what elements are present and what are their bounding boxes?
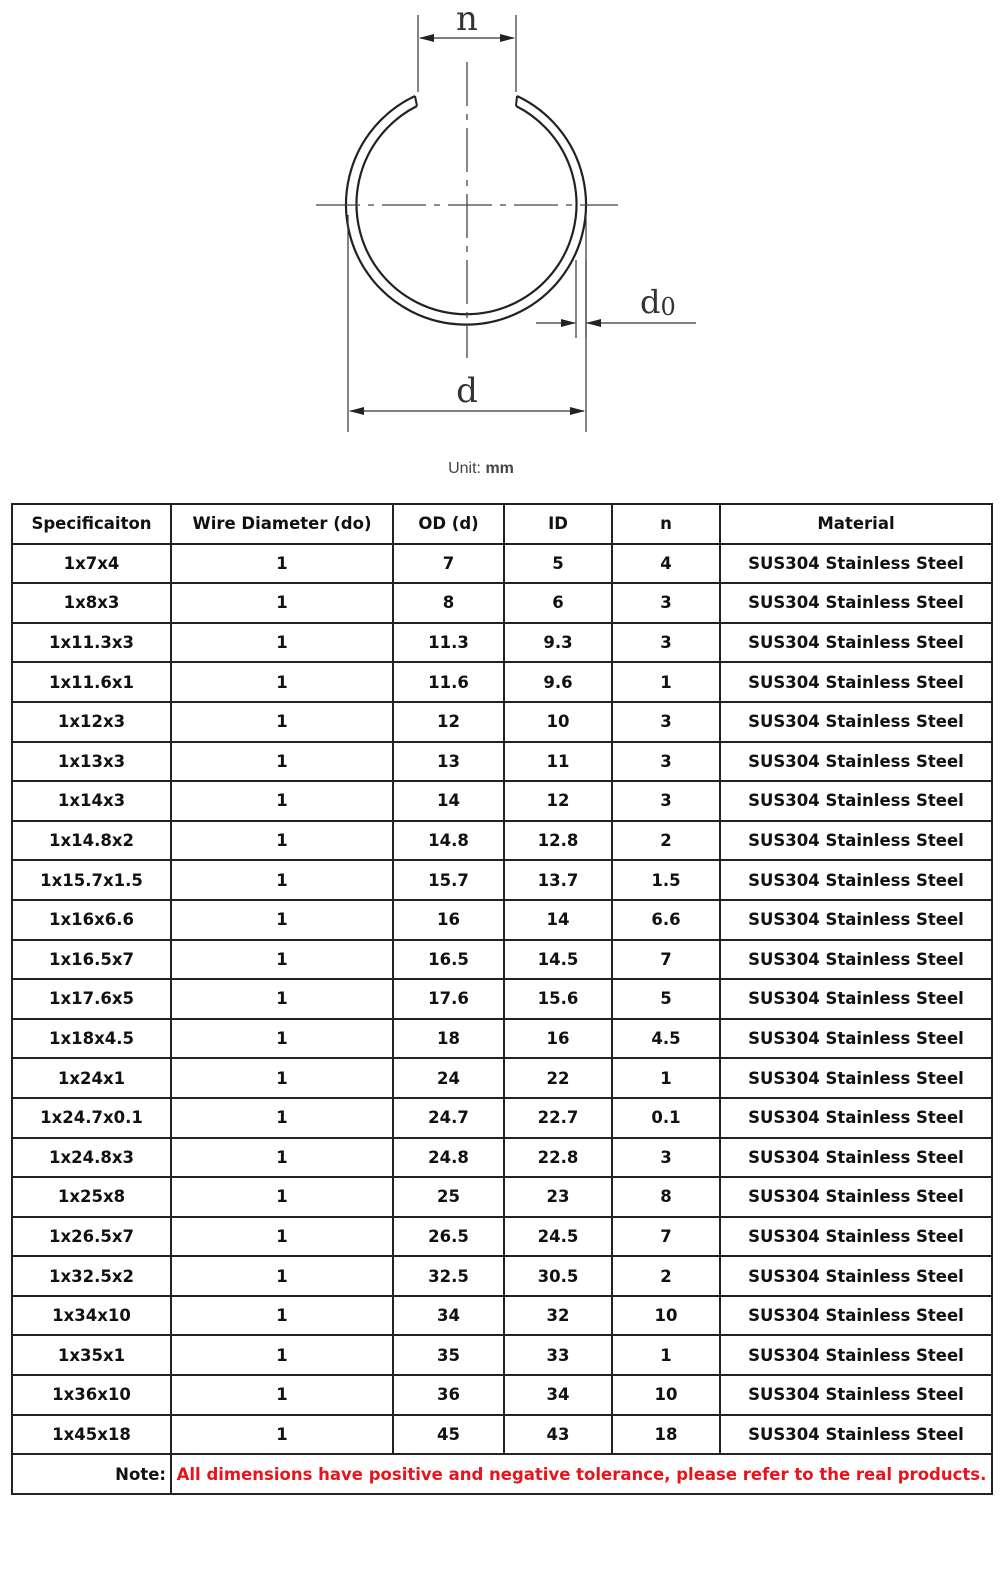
cell-specification: 1x18x4.5 bbox=[12, 1019, 171, 1059]
cell-n: 7 bbox=[612, 1217, 720, 1257]
table-row bbox=[12, 1098, 992, 1138]
cell-n: 1 bbox=[612, 1058, 720, 1098]
cell-od: 7 bbox=[393, 544, 504, 584]
table-row bbox=[12, 1138, 992, 1178]
table-row bbox=[12, 544, 992, 584]
cell-wire-diameter: 1 bbox=[171, 1058, 393, 1098]
cell-od: 11.3 bbox=[393, 623, 504, 663]
header-od: OD (d) bbox=[393, 504, 504, 544]
cell-od: 14 bbox=[393, 781, 504, 821]
table-body bbox=[12, 544, 992, 1455]
d0-arrow-right bbox=[586, 319, 601, 327]
cell-material: SUS304 Stainless Steel bbox=[720, 979, 992, 1019]
cell-specification: 1x17.6x5 bbox=[12, 979, 171, 1019]
cell-id: 14.5 bbox=[504, 940, 612, 980]
cell-od: 24 bbox=[393, 1058, 504, 1098]
cell-material: SUS304 Stainless Steel bbox=[720, 1098, 992, 1138]
cell-od: 8 bbox=[393, 583, 504, 623]
cell-id: 15.6 bbox=[504, 979, 612, 1019]
cell-material: SUS304 Stainless Steel bbox=[720, 1058, 992, 1098]
cell-od: 45 bbox=[393, 1415, 504, 1455]
cell-od: 16.5 bbox=[393, 940, 504, 980]
cell-n: 4 bbox=[612, 544, 720, 584]
table-row bbox=[12, 1217, 992, 1257]
cell-od: 16 bbox=[393, 900, 504, 940]
cell-specification: 1x11.3x3 bbox=[12, 623, 171, 663]
cell-specification: 1x24.7x0.1 bbox=[12, 1098, 171, 1138]
cell-od: 25 bbox=[393, 1177, 504, 1217]
cell-id: 12 bbox=[504, 781, 612, 821]
ring-right-end bbox=[516, 96, 517, 106]
cell-id: 11 bbox=[504, 742, 612, 782]
cell-specification: 1x16x6.6 bbox=[12, 900, 171, 940]
table-row bbox=[12, 1415, 992, 1455]
cell-material: SUS304 Stainless Steel bbox=[720, 1256, 992, 1296]
cell-material: SUS304 Stainless Steel bbox=[720, 623, 992, 663]
cell-id: 9.6 bbox=[504, 662, 612, 702]
cell-od: 18 bbox=[393, 1019, 504, 1059]
cell-n: 3 bbox=[612, 623, 720, 663]
cell-wire-diameter: 1 bbox=[171, 781, 393, 821]
table-row bbox=[12, 1177, 992, 1217]
header-id: ID bbox=[504, 504, 612, 544]
cell-specification: 1x24.8x3 bbox=[12, 1138, 171, 1178]
d-label: d bbox=[456, 371, 478, 411]
cell-wire-diameter: 1 bbox=[171, 979, 393, 1019]
cell-n: 3 bbox=[612, 583, 720, 623]
cell-specification: 1x25x8 bbox=[12, 1177, 171, 1217]
cell-n: 3 bbox=[612, 702, 720, 742]
cell-n: 1 bbox=[612, 662, 720, 702]
cell-specification: 1x15.7x1.5 bbox=[12, 860, 171, 900]
cell-material: SUS304 Stainless Steel bbox=[720, 702, 992, 742]
cell-od: 24.8 bbox=[393, 1138, 504, 1178]
cell-specification: 1x24x1 bbox=[12, 1058, 171, 1098]
cell-material: SUS304 Stainless Steel bbox=[720, 1217, 992, 1257]
cell-wire-diameter: 1 bbox=[171, 1138, 393, 1178]
cell-n: 7 bbox=[612, 940, 720, 980]
d-arrow-left bbox=[349, 407, 364, 415]
table-row bbox=[12, 940, 992, 980]
cell-id: 10 bbox=[504, 702, 612, 742]
cell-specification: 1x14x3 bbox=[12, 781, 171, 821]
header-material: Material bbox=[720, 504, 992, 544]
cell-material: SUS304 Stainless Steel bbox=[720, 1296, 992, 1336]
cell-wire-diameter: 1 bbox=[171, 860, 393, 900]
note-row bbox=[12, 1454, 992, 1494]
cell-id: 24.5 bbox=[504, 1217, 612, 1257]
table-row bbox=[12, 781, 992, 821]
cell-n: 8 bbox=[612, 1177, 720, 1217]
cell-id: 16 bbox=[504, 1019, 612, 1059]
cell-wire-diameter: 1 bbox=[171, 1415, 393, 1455]
cell-specification: 1x32.5x2 bbox=[12, 1256, 171, 1296]
cell-id: 6 bbox=[504, 583, 612, 623]
cell-id: 32 bbox=[504, 1296, 612, 1336]
cell-wire-diameter: 1 bbox=[171, 821, 393, 861]
table-row bbox=[12, 860, 992, 900]
cell-od: 26.5 bbox=[393, 1217, 504, 1257]
table-row bbox=[12, 1058, 992, 1098]
cell-specification: 1x12x3 bbox=[12, 702, 171, 742]
cell-wire-diameter: 1 bbox=[171, 1177, 393, 1217]
cell-n: 10 bbox=[612, 1296, 720, 1336]
cell-wire-diameter: 1 bbox=[171, 544, 393, 584]
cell-id: 5 bbox=[504, 544, 612, 584]
cell-material: SUS304 Stainless Steel bbox=[720, 1019, 992, 1059]
d-arrow-right bbox=[570, 407, 585, 415]
cell-specification: 1x11.6x1 bbox=[12, 662, 171, 702]
cell-id: 33 bbox=[504, 1335, 612, 1375]
cell-wire-diameter: 1 bbox=[171, 1296, 393, 1336]
table-row bbox=[12, 1375, 992, 1415]
cell-material: SUS304 Stainless Steel bbox=[720, 860, 992, 900]
cell-od: 32.5 bbox=[393, 1256, 504, 1296]
cell-n: 4.5 bbox=[612, 1019, 720, 1059]
cell-wire-diameter: 1 bbox=[171, 1256, 393, 1296]
cell-wire-diameter: 1 bbox=[171, 742, 393, 782]
cell-specification: 1x13x3 bbox=[12, 742, 171, 782]
table-row bbox=[12, 623, 992, 663]
cell-od: 24.7 bbox=[393, 1098, 504, 1138]
cell-specification: 1x35x1 bbox=[12, 1335, 171, 1375]
cell-specification: 1x26.5x7 bbox=[12, 1217, 171, 1257]
cell-od: 11.6 bbox=[393, 662, 504, 702]
cell-od: 14.8 bbox=[393, 821, 504, 861]
cell-wire-diameter: 1 bbox=[171, 1019, 393, 1059]
cell-material: SUS304 Stainless Steel bbox=[720, 1177, 992, 1217]
n-arrow-left bbox=[419, 34, 434, 42]
cell-id: 30.5 bbox=[504, 1256, 612, 1296]
cell-specification: 1x14.8x2 bbox=[12, 821, 171, 861]
unit-prefix: Unit: bbox=[448, 460, 481, 477]
header-wire-diameter: Wire Diameter (do) bbox=[171, 504, 393, 544]
cell-material: SUS304 Stainless Steel bbox=[720, 1375, 992, 1415]
table-row bbox=[12, 1256, 992, 1296]
cell-id: 9.3 bbox=[504, 623, 612, 663]
ring-left-end bbox=[415, 96, 417, 106]
cell-material: SUS304 Stainless Steel bbox=[720, 1138, 992, 1178]
cell-id: 14 bbox=[504, 900, 612, 940]
cell-wire-diameter: 1 bbox=[171, 583, 393, 623]
table-row bbox=[12, 742, 992, 782]
cell-n: 10 bbox=[612, 1375, 720, 1415]
cell-n: 2 bbox=[612, 1256, 720, 1296]
cell-id: 13.7 bbox=[504, 860, 612, 900]
cell-od: 35 bbox=[393, 1335, 504, 1375]
cell-n: 0.1 bbox=[612, 1098, 720, 1138]
cell-od: 12 bbox=[393, 702, 504, 742]
cell-n: 3 bbox=[612, 742, 720, 782]
cell-material: SUS304 Stainless Steel bbox=[720, 781, 992, 821]
cell-id: 22 bbox=[504, 1058, 612, 1098]
cell-n: 6.6 bbox=[612, 900, 720, 940]
cell-wire-diameter: 1 bbox=[171, 1098, 393, 1138]
cell-n: 5 bbox=[612, 979, 720, 1019]
cell-n: 2 bbox=[612, 821, 720, 861]
spec-table bbox=[11, 503, 993, 1495]
cell-wire-diameter: 1 bbox=[171, 1335, 393, 1375]
cell-specification: 1x34x10 bbox=[12, 1296, 171, 1336]
cell-material: SUS304 Stainless Steel bbox=[720, 900, 992, 940]
cell-material: SUS304 Stainless Steel bbox=[720, 742, 992, 782]
cell-n: 3 bbox=[612, 1138, 720, 1178]
d0-label-main: d bbox=[640, 283, 661, 321]
table-row bbox=[12, 1296, 992, 1336]
table-row bbox=[12, 900, 992, 940]
cell-id: 22.8 bbox=[504, 1138, 612, 1178]
ring-dimension-diagram bbox=[0, 0, 1000, 500]
cell-specification: 1x16.5x7 bbox=[12, 940, 171, 980]
header-specification: Specificaiton bbox=[12, 504, 171, 544]
table-row bbox=[12, 821, 992, 861]
n-arrow-right bbox=[500, 34, 515, 42]
d0-arrow-left bbox=[561, 319, 576, 327]
cell-id: 23 bbox=[504, 1177, 612, 1217]
cell-material: SUS304 Stainless Steel bbox=[720, 544, 992, 584]
cell-n: 18 bbox=[612, 1415, 720, 1455]
table-row bbox=[12, 979, 992, 1019]
unit-label bbox=[0, 460, 962, 478]
table-row bbox=[12, 583, 992, 623]
cell-wire-diameter: 1 bbox=[171, 623, 393, 663]
cell-od: 15.7 bbox=[393, 860, 504, 900]
cell-material: SUS304 Stainless Steel bbox=[720, 662, 992, 702]
cell-wire-diameter: 1 bbox=[171, 702, 393, 742]
cell-material: SUS304 Stainless Steel bbox=[720, 1335, 992, 1375]
ring-outer-arc bbox=[346, 96, 586, 325]
cell-specification: 1x7x4 bbox=[12, 544, 171, 584]
cell-od: 34 bbox=[393, 1296, 504, 1336]
cell-wire-diameter: 1 bbox=[171, 900, 393, 940]
cell-material: SUS304 Stainless Steel bbox=[720, 940, 992, 980]
cell-specification: 1x45x18 bbox=[12, 1415, 171, 1455]
table-row bbox=[12, 702, 992, 742]
cell-wire-diameter: 1 bbox=[171, 1375, 393, 1415]
table-row bbox=[12, 662, 992, 702]
note-label: Note: bbox=[12, 1454, 171, 1494]
note-text: All dimensions have positive and negative tolerance, please refer to the real products. bbox=[171, 1454, 992, 1494]
cell-n: 1.5 bbox=[612, 860, 720, 900]
cell-specification: 1x36x10 bbox=[12, 1375, 171, 1415]
cell-id: 34 bbox=[504, 1375, 612, 1415]
cell-material: SUS304 Stainless Steel bbox=[720, 583, 992, 623]
cell-wire-diameter: 1 bbox=[171, 940, 393, 980]
header-n: n bbox=[612, 504, 720, 544]
d0-label-sub: 0 bbox=[660, 293, 676, 321]
cell-wire-diameter: 1 bbox=[171, 1217, 393, 1257]
n-label: n bbox=[456, 0, 478, 39]
cell-od: 36 bbox=[393, 1375, 504, 1415]
cell-id: 43 bbox=[504, 1415, 612, 1455]
cell-n: 3 bbox=[612, 781, 720, 821]
cell-n: 1 bbox=[612, 1335, 720, 1375]
cell-id: 12.8 bbox=[504, 821, 612, 861]
cell-id: 22.7 bbox=[504, 1098, 612, 1138]
cell-material: SUS304 Stainless Steel bbox=[720, 821, 992, 861]
cell-od: 17.6 bbox=[393, 979, 504, 1019]
cell-wire-diameter: 1 bbox=[171, 662, 393, 702]
cell-specification: 1x8x3 bbox=[12, 583, 171, 623]
table-row bbox=[12, 1335, 992, 1375]
unit-value: mm bbox=[485, 460, 514, 477]
cell-od: 13 bbox=[393, 742, 504, 782]
table-row bbox=[12, 1019, 992, 1059]
d0-label bbox=[640, 283, 676, 321]
cell-material: SUS304 Stainless Steel bbox=[720, 1415, 992, 1455]
table-header-row bbox=[12, 504, 992, 544]
